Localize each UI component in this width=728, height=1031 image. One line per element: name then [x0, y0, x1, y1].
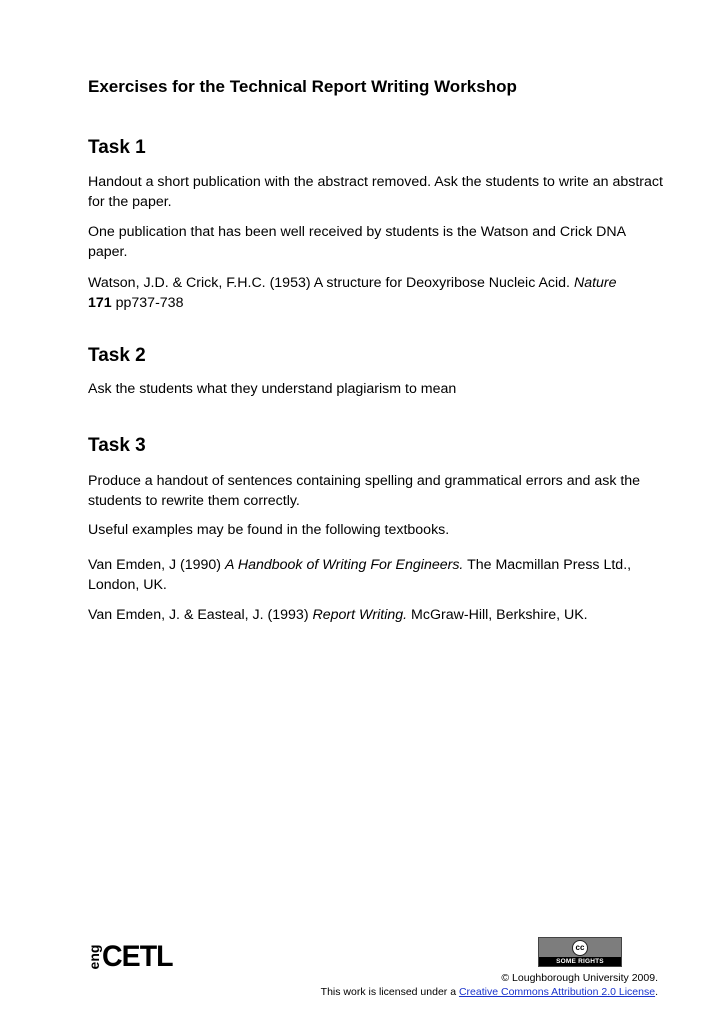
task-1-paragraph-1: Handout a short publication with the abstract removed. Ask the students to write an abstract for the paper.	[88, 174, 663, 210]
engcetl-logo	[86, 940, 176, 974]
task-1-reference	[88, 273, 668, 313]
task-3-paragraph-1: Produce a handout of sentences containing spelling and grammatical errors and ask the students to rewrite them correctly.	[88, 473, 641, 509]
reference-2-authors: Van Emden, J. & Easteal, J. (1993)	[88, 607, 313, 623]
reference-2-publisher: McGraw-Hill, Berkshire, UK.	[407, 607, 588, 623]
reference-volume: 171	[88, 295, 112, 311]
reference-1-publisher: The Macmillan Press Ltd., London, UK.	[88, 557, 632, 593]
reference-2-title: Report Writing.	[312, 607, 408, 623]
license-link[interactable]: Creative Commons Attribution 2.0 License	[458, 986, 656, 998]
creative-commons-badge[interactable]	[538, 937, 622, 974]
reference-journal: Nature	[573, 275, 617, 291]
license-suffix: .	[655, 986, 658, 998]
task-1-heading: Task 1	[88, 137, 146, 158]
task-1-paragraph-2: One publication that has been well received by students is the Watson and Crick DNA paper.	[88, 224, 626, 260]
task-3-heading: Task 3	[88, 435, 146, 456]
reference-1-authors: Van Emden, J (1990)	[88, 557, 225, 573]
reference-1-title: A Handbook of Writing For Engineers.	[224, 557, 464, 573]
logo-eng-text: eng	[86, 944, 102, 970]
task-3-paragraph-2: Useful examples may be found in the following textbooks.	[88, 522, 450, 538]
task-2-heading: Task 2	[88, 345, 146, 366]
license-prefix: This work is licensed under a	[320, 986, 459, 998]
logo-cetl-text: CETL	[102, 940, 173, 973]
document-title: Exercises for the Technical Report Writing Workshop	[88, 77, 517, 96]
reference-pages: pp737-738	[111, 295, 184, 311]
cc-strip-text: SOME RIGHTS RESERVED	[539, 957, 621, 966]
reference-authors-title: Watson, J.D. & Crick, F.H.C. (1953) A structure for Deoxyribose Nucleic Acid.	[88, 275, 574, 291]
cc-icon: cc	[572, 940, 588, 956]
license-notice	[321, 986, 658, 998]
task-3-reference-1	[88, 555, 668, 595]
copyright-notice: © Loughborough University 2009.	[501, 972, 658, 984]
task-3-reference-2	[88, 605, 668, 625]
task-2-paragraph-1: Ask the students what they understand plagiarism to mean	[88, 381, 457, 397]
